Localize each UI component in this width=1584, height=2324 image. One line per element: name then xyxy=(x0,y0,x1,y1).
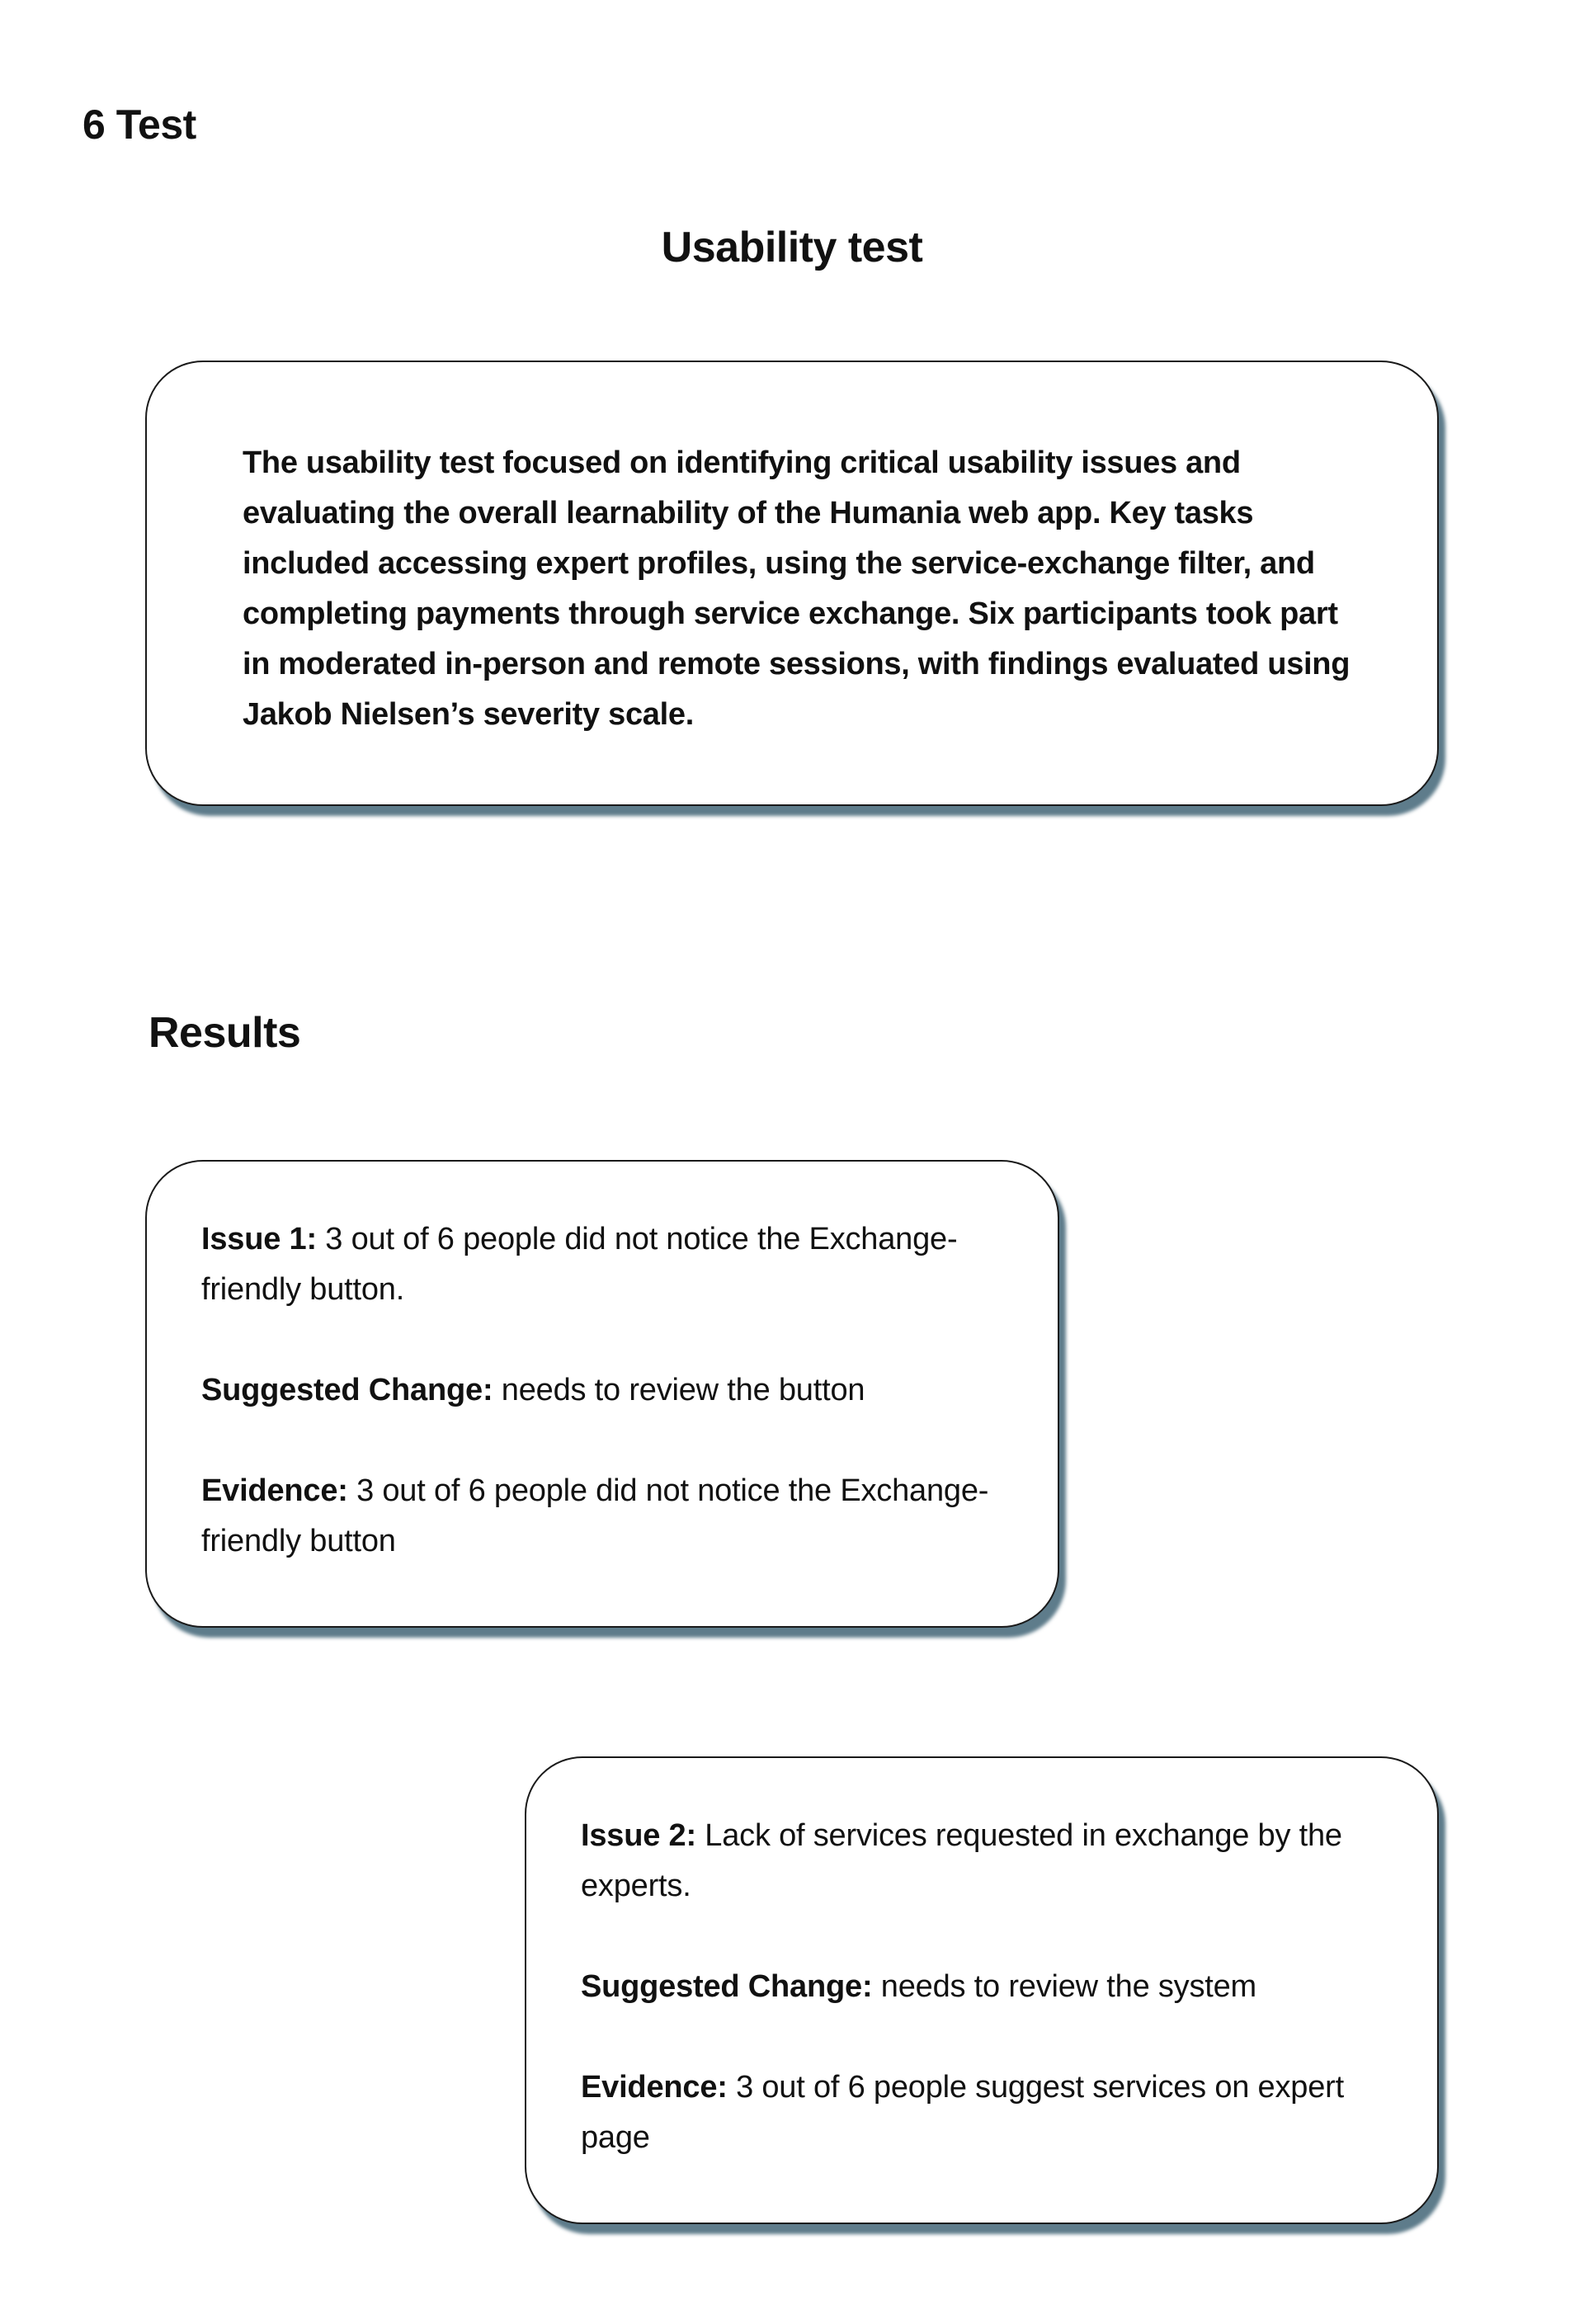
suggested-change-label: Suggested Change: xyxy=(201,1373,493,1407)
suggested-change-text: needs to review the button xyxy=(493,1373,865,1407)
evidence-label: Evidence: xyxy=(581,2070,728,2105)
issue-card-1 xyxy=(145,1160,1059,1628)
suggested-change xyxy=(581,1962,1404,2012)
suggested-change xyxy=(201,1365,1025,1416)
evidence-label: Evidence: xyxy=(201,1473,348,1508)
section-heading: 6 Test xyxy=(82,101,196,148)
intro-card xyxy=(145,361,1439,806)
issue-label: Issue 1: xyxy=(201,1222,317,1256)
intro-text: The usability test focused on identifying critical usability issues and evaluating the overall learnability of the Humania web app. Key tasks included accessing expert profiles, using the service-exchange filter, and completing payments through service exchange. Six participants took part in moderated in-person and remote sessions, with findings evaluated using Jakob Nielsen’s severity scale. xyxy=(243,445,1351,732)
evidence xyxy=(201,1466,1025,1567)
evidence-text: 3 out of 6 people did not notice the Exchange-friendly button xyxy=(201,1473,989,1558)
issue-card-2 xyxy=(525,1756,1439,2224)
issue-statement xyxy=(201,1214,1025,1315)
issue-text: Lack of services requested in exchange by the experts. xyxy=(581,1818,1342,1903)
page-title: Usability test xyxy=(661,224,923,271)
issue-label: Issue 2: xyxy=(581,1818,696,1853)
suggested-change-label: Suggested Change: xyxy=(581,1969,873,2004)
evidence-text: 3 out of 6 people suggest services on expert page xyxy=(581,2070,1344,2155)
results-heading: Results xyxy=(148,1009,301,1057)
evidence xyxy=(581,2062,1404,2163)
issue-statement xyxy=(581,1811,1404,1912)
issue-text: 3 out of 6 people did not notice the Exchange-friendly button. xyxy=(201,1222,958,1307)
suggested-change-text: needs to review the system xyxy=(872,1969,1257,2004)
